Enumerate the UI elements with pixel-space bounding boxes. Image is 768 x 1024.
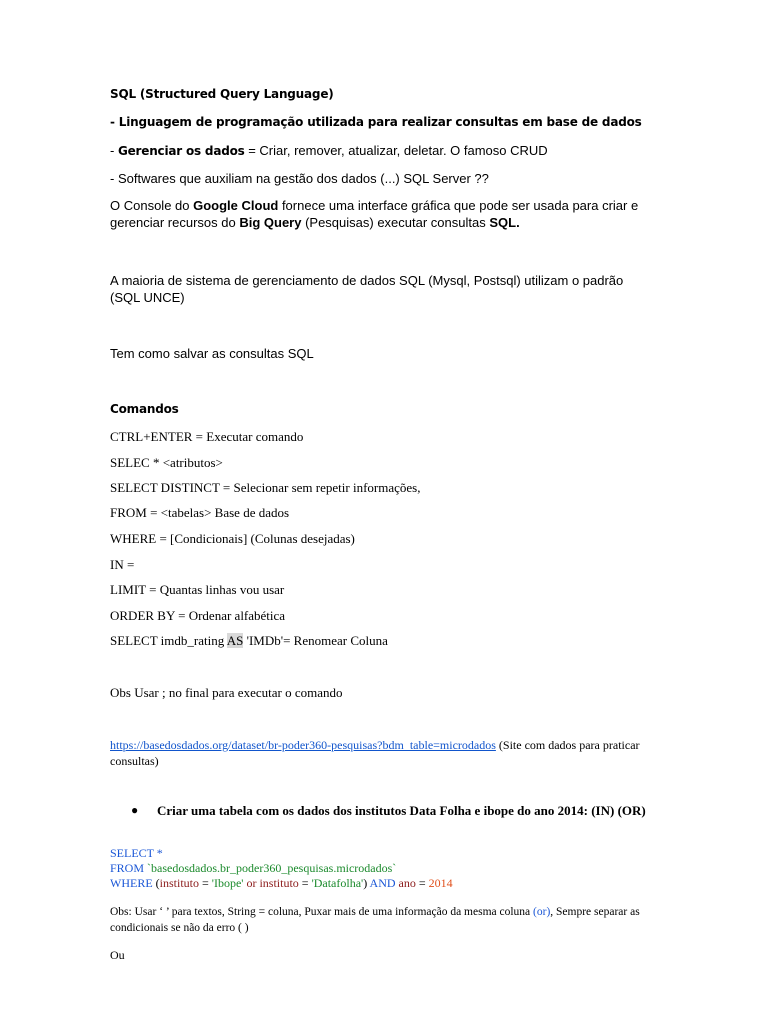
command-item: SELECT DISTINCT = Selecionar sem repetir informações, (110, 480, 421, 495)
console-paragraph (110, 197, 655, 231)
where-keyword: WHERE (110, 876, 153, 890)
crud-bold: Gerenciar os dados (117, 144, 245, 158)
rename-pre: SELECT imdb_rating (110, 633, 227, 648)
command-item: SELEC * <atributos> (110, 455, 223, 470)
equals: = (415, 876, 429, 890)
bullet-icon: ● (131, 803, 139, 817)
crud-rest: = Criar, remover, atualizar, deletar. O famoso CRUD (244, 143, 548, 158)
rename-post: 'IMDb'= Renomear Coluna (243, 633, 388, 648)
command-item: IN = (110, 557, 135, 572)
obs-strings (110, 904, 655, 936)
google-cloud-bold: Google Cloud (193, 198, 279, 213)
paren-open: ( (152, 876, 160, 890)
from-keyword: FROM (110, 861, 145, 875)
comandos-heading: Comandos (110, 402, 179, 416)
software-line: - Softwares que auxiliam na gestão dos dados (...) SQL Server ?? (110, 171, 489, 186)
rename-command (110, 633, 670, 648)
column-instituto: instituto (259, 876, 299, 890)
page-title: SQL (Structured Query Language) (110, 87, 334, 101)
string-datafolha: 'Datafolha' (311, 876, 364, 890)
paren-close: ) (363, 876, 368, 890)
sql-line-1 (110, 845, 670, 861)
number-2014: 2014 (428, 876, 453, 890)
equals: = (298, 876, 312, 890)
equals: = (199, 876, 212, 890)
select-keyword: SELECT * (110, 846, 163, 860)
link-after-text: (Site com dados para praticar consultas) (110, 738, 640, 768)
column-ano: ano (398, 876, 416, 890)
table-name: `basedosdados.br_poder360_pesquisas.microdados` (144, 861, 397, 875)
console-text-3: (Pesquisas) executar consultas (301, 215, 490, 230)
definition-line: - Linguagem de programação utilizada para realizar consultas em base de dados (110, 115, 642, 129)
sql-line-2 (110, 860, 670, 876)
big-query-bold: Big Query (239, 215, 302, 230)
bullet-text: Criar uma tabela com os dados dos institutos Data Folha e ibope do ano 2014: (IN) (OR) (157, 803, 646, 818)
crud-prefix: - (110, 143, 118, 158)
and-keyword: AND (367, 876, 399, 890)
basedosdados-link[interactable]: https://basedosdados.org/dataset/br-poder360-pesquisas?bdm_table=microdados (110, 738, 496, 752)
command-item: CTRL+ENTER = Executar comando (110, 429, 304, 444)
command-item: WHERE = [Condicionais] (Colunas desejadas) (110, 531, 355, 546)
console-text-1: O Console do (110, 198, 194, 213)
sql-bold: SQL. (489, 215, 520, 230)
command-item: FROM = <tabelas> Base de dados (110, 505, 290, 520)
obs-strings-pre: Obs: Usar ‘ ’ para textos, String = coluna, Puxar mais de uma informação da mesma coluna (110, 906, 534, 918)
sql-line-3 (110, 875, 670, 891)
obs-semicolon: Obs Usar ; no final para executar o comando (110, 685, 343, 700)
obs-strings-post: , Sempre separar as condicionais se não da erro ( ) (110, 906, 640, 934)
or-operator: or (243, 876, 260, 890)
ou-line: Ou (110, 948, 125, 962)
link-paragraph (110, 737, 650, 769)
command-item: LIMIT = Quantas linhas vou usar (110, 582, 285, 597)
as-highlight: AS (226, 633, 244, 648)
string-ibope: 'Ibope' (211, 876, 244, 890)
salvar-line: Tem como salvar as consultas SQL (110, 346, 314, 361)
crud-line (110, 142, 670, 160)
or-note: (or) (533, 906, 551, 918)
console-text-2: fornece uma interface gráfica que pode ser usada para criar e gerenciar recursos do (110, 198, 639, 230)
maioria-paragraph: A maioria de sistema de gerenciamento de dados SQL (Mysql, Postsql) utilizam o padrão (SQL UNCE) (110, 273, 624, 305)
column-instituto: instituto (159, 876, 199, 890)
command-item: ORDER BY = Ordenar alfabética (110, 608, 286, 623)
